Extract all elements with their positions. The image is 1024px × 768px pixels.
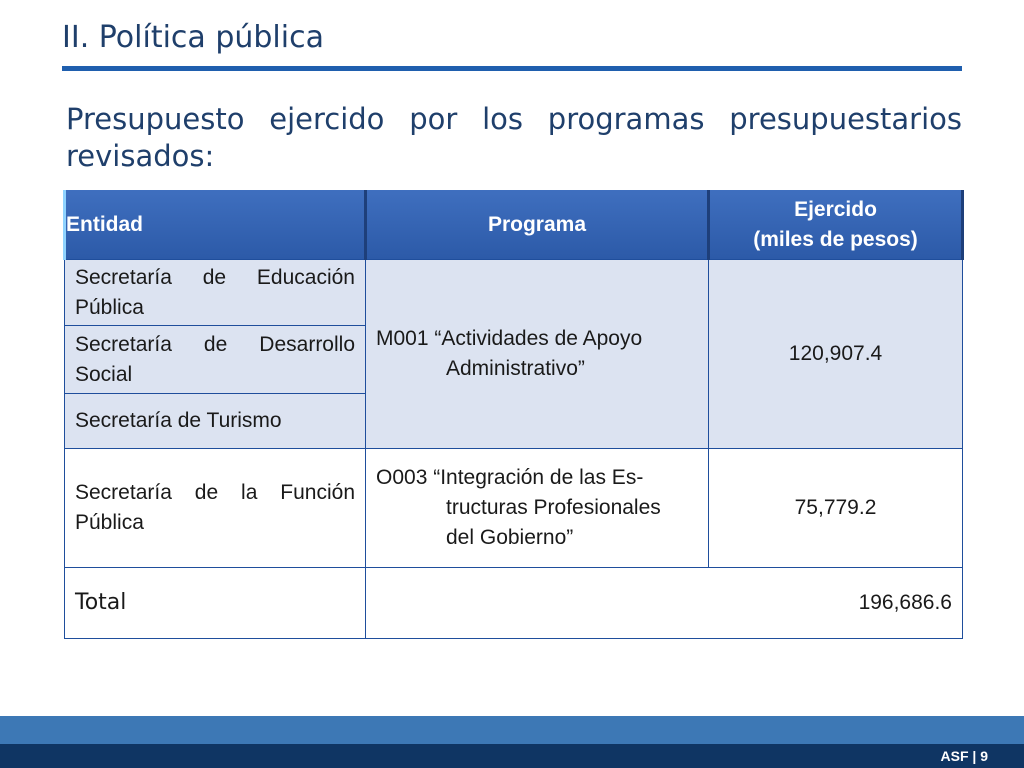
footer-band-light bbox=[0, 716, 1024, 744]
ejercido-cell: 120,907.4 bbox=[709, 260, 963, 449]
footer-page-label: ASF | 9 bbox=[940, 748, 988, 764]
total-row bbox=[65, 568, 963, 639]
total-value: 196,686.6 bbox=[366, 568, 963, 639]
programa-line1: M001 “Actividades de Apoyo bbox=[376, 327, 643, 350]
programa-line2: tructuras Profesionales bbox=[446, 496, 661, 519]
title-divider bbox=[62, 66, 962, 71]
programa-line1: O003 “Integración de las Es- bbox=[376, 466, 644, 489]
programa-cell bbox=[366, 260, 709, 449]
header-programa: Programa bbox=[366, 190, 709, 260]
total-label: Total bbox=[65, 568, 366, 639]
entidad-cell: Secretaría de Educación Pública bbox=[65, 260, 366, 326]
entidad-cell: Secretaría de Desarrollo Social bbox=[65, 326, 366, 394]
table-row bbox=[65, 449, 963, 568]
entidad-cell: Secretaría de la Función Pública bbox=[65, 449, 366, 568]
slide-title: II. Política pública bbox=[62, 20, 324, 55]
header-ejercido-line1: Ejercido bbox=[794, 197, 877, 221]
table-row bbox=[65, 260, 963, 326]
entidad-cell: Secretaría de Turismo bbox=[65, 394, 366, 449]
table-header-row bbox=[65, 190, 963, 260]
budget-table bbox=[63, 190, 964, 639]
footer-band-dark bbox=[0, 744, 1024, 768]
header-ejercido bbox=[709, 190, 963, 260]
programa-line2: Administrativo” bbox=[446, 357, 585, 380]
programa-line3: del Gobierno” bbox=[446, 526, 574, 549]
slide-subtitle: Presupuesto ejercido por los programas presupuestarios revisados: bbox=[66, 102, 962, 173]
ejercido-cell: 75,779.2 bbox=[709, 449, 963, 568]
header-entidad: Entidad bbox=[65, 190, 366, 260]
header-ejercido-line2: (miles de pesos) bbox=[753, 227, 918, 251]
programa-cell bbox=[366, 449, 709, 568]
